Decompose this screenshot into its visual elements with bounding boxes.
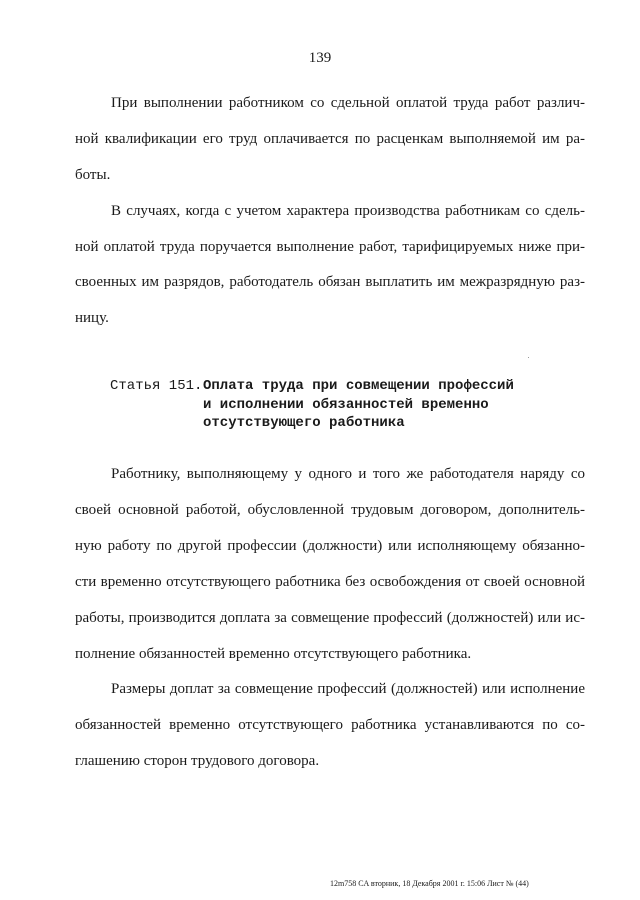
paragraph-2-line-3: своенных им разрядов, работодатель обязан выплатить им межразрядную раз-: [75, 274, 585, 290]
paragraph-1-line-2: ной квалификации его труд оплачивается по расценкам выполняемой им ра-: [75, 131, 585, 147]
paragraph-4-line-1: Размеры доплат за совмещение профессий (должностей) или исполнение: [111, 681, 585, 697]
article-title-line-2: и исполнении обязанностей временно: [203, 397, 489, 413]
page-number: 139: [308, 50, 332, 66]
article-label: Статья 151.: [110, 378, 203, 394]
paragraph-3-line-4: сти временно отсутствующего работника без освобождения от своей основной: [75, 574, 585, 590]
paragraph-3-line-2: своей основной работой, обусловленной трудовым договором, дополнитель-: [75, 502, 585, 518]
footer-stamp: 12m758 CA вторник, 18 Декабря 2001 г. 15:06 Лист № (44): [330, 879, 529, 888]
article-title-line-3: отсутствующего работника: [203, 415, 405, 431]
paragraph-2-line-4: ницу.: [75, 310, 109, 326]
paragraph-3-line-1: Работнику, выполняющему у одного и того же работодателя наряду со: [111, 466, 585, 482]
paragraph-4-line-2: обязанностей временно отсутствующего работника устанавливаются по со-: [75, 717, 585, 733]
paragraph-2-line-1: В случаях, когда с учетом характера производства работникам со сдель-: [111, 203, 585, 219]
paragraph-3-line-5: работы, производится доплата за совмещение профессий (должностей) или ис-: [75, 610, 585, 626]
paragraph-3-line-3: ную работу по другой профессии (должности) или исполняющему обязанно-: [75, 538, 585, 554]
scan-speck: [528, 357, 529, 358]
paragraph-3-line-6: полнение обязанностей временно отсутствующего работника.: [75, 646, 472, 662]
paragraph-1-line-3: боты.: [75, 167, 111, 183]
paragraph-1-line-1: При выполнении работником со сдельной оплатой труда работ различ-: [111, 95, 585, 111]
article-title-line-1: Оплата труда при совмещении профессий: [203, 378, 514, 394]
paragraph-2-line-2: ной оплатой труда поручается выполнение работ, тарифицируемых ниже при-: [75, 239, 585, 255]
paragraph-4-line-3: глашению сторон трудового договора.: [75, 753, 320, 769]
